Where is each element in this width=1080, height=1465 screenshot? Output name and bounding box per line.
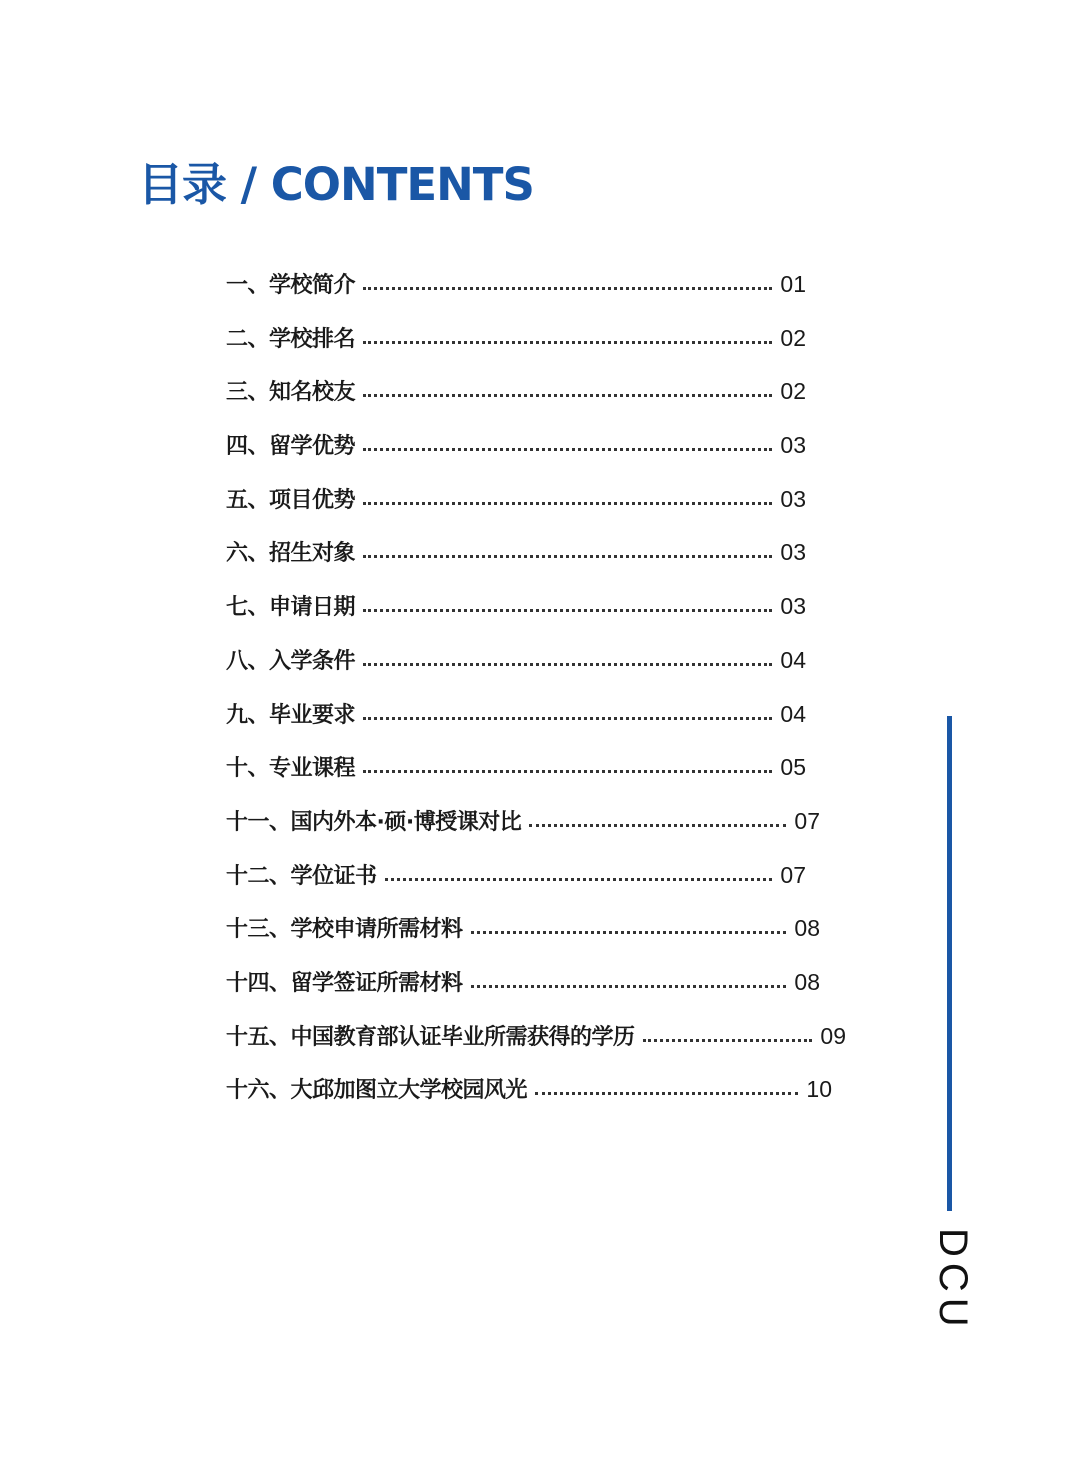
toc-entry-page: 03 xyxy=(780,432,806,459)
toc-entry[interactable] xyxy=(226,590,806,644)
toc-entry[interactable] xyxy=(226,375,806,429)
toc-entry-page: 08 xyxy=(794,968,820,995)
toc-entry-page: 10 xyxy=(806,1076,832,1103)
dot-leader xyxy=(471,931,787,934)
toc-entry[interactable] xyxy=(226,536,806,590)
toc-entry-page: 02 xyxy=(780,378,806,405)
dot-leader xyxy=(529,824,786,827)
dot-leader xyxy=(363,770,772,773)
toc-entry-label: 九、毕业要求 xyxy=(226,702,356,728)
toc-entry-label: 一、学校简介 xyxy=(226,273,356,298)
dot-leader xyxy=(471,985,787,988)
toc-entry[interactable] xyxy=(226,322,806,376)
toc-entry-label: 四、留学优势 xyxy=(226,434,356,460)
toc-entry-label: 三、知名校友 xyxy=(226,380,356,406)
toc-entry-page: 09 xyxy=(820,1022,846,1049)
dot-leader xyxy=(363,609,772,612)
toc-entry[interactable] xyxy=(226,644,806,698)
toc-entry-page: 07 xyxy=(794,807,820,834)
dot-leader xyxy=(363,341,772,344)
dot-leader xyxy=(535,1092,798,1095)
toc-entry-page: 03 xyxy=(780,485,806,512)
toc-entry[interactable] xyxy=(226,1020,846,1074)
toc-entry[interactable] xyxy=(226,751,806,805)
toc-entry[interactable] xyxy=(226,859,806,913)
toc-entry[interactable] xyxy=(226,805,820,859)
dot-leader xyxy=(363,287,772,290)
dot-leader xyxy=(363,663,772,666)
toc-entry-label: 十四、留学签证所需材料 xyxy=(226,970,463,996)
toc-entry[interactable] xyxy=(226,483,806,537)
toc-entry-page: 05 xyxy=(780,754,806,781)
table-of-contents xyxy=(226,268,846,1127)
toc-entry-label: 六、招生对象 xyxy=(226,541,356,567)
toc-entry-label: 八、入学条件 xyxy=(226,648,356,674)
toc-entry-page: 03 xyxy=(780,539,806,566)
dot-leader xyxy=(363,394,772,397)
dot-leader xyxy=(363,555,772,558)
toc-entry-page: 03 xyxy=(780,593,806,620)
toc-entry-label: 十、专业课程 xyxy=(226,756,356,782)
toc-entry[interactable] xyxy=(226,1073,832,1127)
toc-entry[interactable] xyxy=(226,912,820,966)
toc-entry-page: 04 xyxy=(780,646,806,673)
toc-entry-label: 十二、学位证书 xyxy=(226,863,377,889)
dot-leader xyxy=(363,502,772,505)
toc-entry-label: 十五、中国教育部认证毕业所需获得的学历 xyxy=(226,1024,635,1050)
toc-entry[interactable] xyxy=(226,429,806,483)
vertical-accent-line xyxy=(947,716,952,1211)
toc-entry-page: 07 xyxy=(780,861,806,888)
toc-entry-label: 十六、大邱加图立大学校园风光 xyxy=(226,1078,528,1104)
toc-entry-page: 08 xyxy=(794,915,820,942)
toc-entry-label: 十一、国内外本·硕·博授课对比 xyxy=(226,809,522,835)
toc-entry[interactable] xyxy=(226,966,820,1020)
toc-entry-label: 十三、学校申请所需材料 xyxy=(226,917,463,943)
toc-entry-page: 04 xyxy=(780,700,806,727)
toc-entry[interactable] xyxy=(226,268,806,322)
dot-leader xyxy=(385,878,773,881)
toc-entry-page: 02 xyxy=(780,324,806,351)
dot-leader xyxy=(363,717,772,720)
toc-entry-label: 二、学校排名 xyxy=(226,326,356,352)
toc-entry[interactable] xyxy=(226,698,806,752)
side-label: DCU xyxy=(931,1228,975,1333)
dot-leader xyxy=(363,448,772,451)
toc-entry-label: 五、项目优势 xyxy=(226,487,356,513)
page-title: 目录 / CONTENTS xyxy=(138,158,534,211)
toc-entry-page: 01 xyxy=(780,271,806,297)
toc-entry-label: 七、申请日期 xyxy=(226,595,356,621)
dot-leader xyxy=(643,1039,813,1042)
